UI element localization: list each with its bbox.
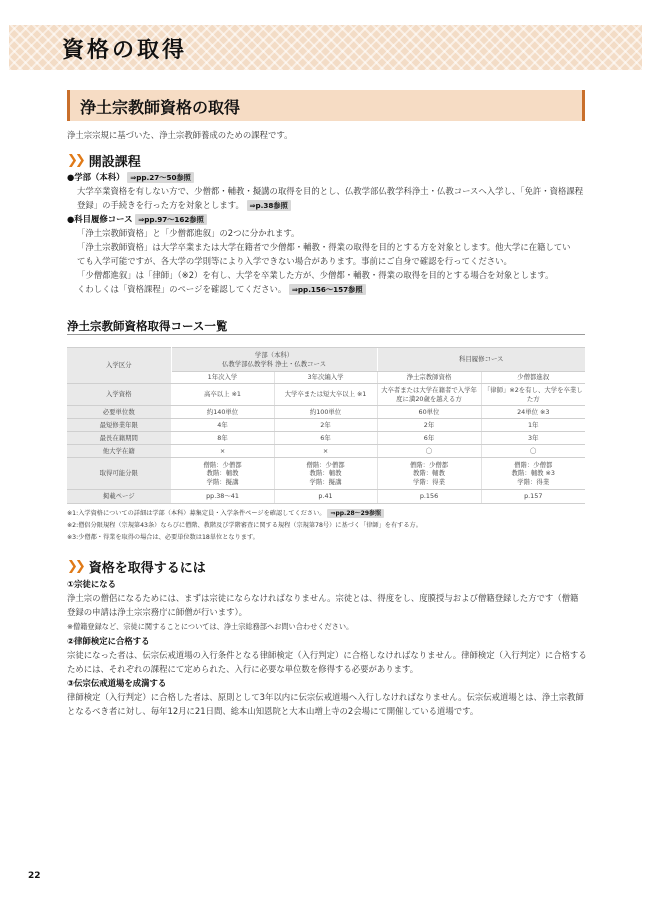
kamoku-item	[67, 212, 207, 226]
step1-line: 浄土宗の僧侶になるためには、まずは宗徒にならなければなりません。宗徒とは、得度をし、度膜授与および僧籍登録した方です（僧籍	[67, 593, 579, 603]
table-cell: 〇	[377, 445, 481, 458]
table-cell: 僧階：少僧都 教階：輔教 ※3 学階：得業	[481, 458, 585, 490]
table-row	[67, 445, 585, 458]
course-table-title: 浄土宗教師資格取得コース一覧	[67, 319, 228, 333]
step1-note: ※僧籍登録など、宗徒に関することについては、浄土宗総務部へお問い合わせください。	[67, 622, 354, 631]
table-cell: 僧階：少僧都 教階：輔教 学階：得業	[377, 458, 481, 490]
course-table	[67, 347, 585, 504]
table-row-label: 最短修業年限	[67, 419, 171, 432]
gakubu-desc-ref: ⇒p.38参照	[247, 200, 291, 211]
section-title: 浄土宗教師資格の取得	[80, 98, 241, 117]
table-header-cell: 入学区分	[67, 348, 171, 384]
step1-line: 登録の申請は浄土宗宗務庁に師僧が行います）。	[67, 607, 248, 617]
kamoku-ref: ⇒pp.97〜162参照	[135, 214, 207, 225]
gakubu-header-line2: 仏教学部仏教学科 浄土・仏教コース	[222, 359, 326, 368]
step2-line: ためには、それぞれの課程にて定められた、入行に必要な単位数を修得する必要があります。	[67, 664, 419, 674]
kamoku-line: 「浄土宗教師資格」は大学卒業または大学在籍者で少僧都・輔教・得業の取得を目的とする方を対象とします。他大学に在籍してい	[77, 242, 571, 252]
table-row	[67, 406, 585, 419]
qualify-heading	[67, 557, 206, 576]
table-note-1-text: ※1:入学資格についての詳細は学部（本科）募集定員・入学条件ページを確認してください。	[67, 510, 326, 517]
table-row	[67, 384, 585, 406]
table-cell: ×	[274, 445, 377, 458]
step2-title: ②律師検定に合格する	[67, 636, 150, 646]
table-cell: p.41	[274, 490, 377, 504]
table-cell: pp.38〜41	[171, 490, 274, 504]
gakubu-desc-line2-text: 登録」の手続きを行った方を対象とします。	[77, 200, 244, 210]
kamoku-last-line-text: くわしくは「資格課程」のページを確認してください。	[77, 284, 287, 294]
gakubu-ref: ⇒pp.27〜50参照	[127, 172, 194, 183]
table-cell: 8年	[171, 432, 274, 445]
table-cell: 高卒以上 ※1	[171, 384, 274, 406]
kamoku-last-line	[77, 282, 366, 296]
gakubu-header-line1: 学部（本科）	[254, 351, 294, 359]
step2-line: 宗徒になった者は、伝宗伝戒道場の入行条件となる律師検定（入行判定）に合格しなければなりません。律師検定（入行判定）に合格する	[67, 650, 587, 660]
table-cell: 僧階：少僧都 教階：輔教 学階：擬講	[171, 458, 274, 490]
step3-title: ③伝宗伝戒道場を成満する	[67, 678, 167, 688]
gakubu-label: ●学部（本科）	[67, 172, 125, 182]
table-cell: 大卒者または大学在籍者で入学年度に満20歳を越える方	[377, 384, 481, 406]
table-row	[67, 490, 585, 504]
double-chevron-icon: ❯❯	[67, 559, 83, 574]
table-note-3: ※3:少僧都・得業を取得の場合は、必要単位数は18単位となります。	[67, 534, 259, 541]
table-subheader-cell: 3年次編入学	[274, 372, 377, 384]
kamoku-last-ref: ⇒pp.156〜157参照	[289, 284, 366, 295]
table-subheader-cell: 1年次入学	[171, 372, 274, 384]
table-row-label: 他大学在籍	[67, 445, 171, 458]
table-subheader-cell: 少僧都進叙	[481, 372, 585, 384]
table-cell: 「律師」※2を有し、大学を卒業した方	[481, 384, 585, 406]
table-note-2: ※2:僧侶分限規程（宗規第43条）ならびに僧階、教階及び学階審査に関する規程（宗規第78号）に基づく「律師」を有する方。	[67, 522, 422, 529]
page-number: 22	[28, 871, 41, 881]
table-cell: p.156	[377, 490, 481, 504]
table-row-label: 取得可能分限	[67, 458, 171, 490]
table-header-row	[67, 348, 585, 372]
page-title: 資格の取得	[62, 38, 188, 63]
table-header-cell: 科目履修コース	[377, 348, 585, 372]
kamoku-line: ても入学可能ですが、各大学の学則等により入学できない場合があります。事前にご自身で確認を行ってください。	[77, 256, 512, 266]
table-row-label: 必要単位数	[67, 406, 171, 419]
table-cell: 1年	[481, 419, 585, 432]
table-header-cell	[171, 348, 377, 372]
step3-line: 律師検定（入行判定）に合格した者は、原則として3年以内に伝宗伝戒道場へ入行しなければなりません。伝宗伝戒道場とは、浄土宗教師	[67, 692, 584, 702]
table-cell: ×	[171, 445, 274, 458]
gakubu-desc-line2	[77, 198, 291, 212]
table-cell: 24単位 ※3	[481, 406, 585, 419]
table-cell: 4年	[171, 419, 274, 432]
table-row-label: 最長在籍期間	[67, 432, 171, 445]
kamoku-line: 「少僧都進叙」は「律師」（※2）を有し、大学を卒業した方が、少僧都・輔教・得業の取得を目的とする場合を対象とします。	[77, 270, 554, 280]
gakubu-desc-line1: 大学卒業資格を有しない方で、少僧都・輔教・擬講の取得を目的とし、仏教学部仏教学科浄土・仏教コースへ入学し、「免許・資格課程	[77, 186, 584, 196]
table-row-label: 入学資格	[67, 384, 171, 406]
table-cell: p.157	[481, 490, 585, 504]
section-intro: 浄土宗宗規に基づいた、浄土宗教師養成のための課程です。	[67, 130, 293, 140]
table-cell: 〇	[481, 445, 585, 458]
table-subheader-cell: 浄土宗教師資格	[377, 372, 481, 384]
table-cell: 大学卒または短大卒以上 ※1	[274, 384, 377, 406]
table-cell: 約140単位	[171, 406, 274, 419]
table-note-1-ref: ⇒pp.28〜29参照	[327, 509, 384, 518]
step3-line: となるべき者に対し、毎年12月に21日間、総本山知恩院と大本山増上寺の2会場にて開催している道場です。	[67, 706, 479, 716]
table-cell: 2年	[274, 419, 377, 432]
kamoku-line: 「浄土宗教師資格」と「少僧都進叙」の2つに分かれます。	[77, 228, 300, 238]
course-table-title-rule	[67, 334, 585, 335]
table-row-label: 掲載ページ	[67, 490, 171, 504]
table-row	[67, 419, 585, 432]
table-cell: 60単位	[377, 406, 481, 419]
step1-title: ①宗徒になる	[67, 579, 116, 589]
table-cell: 僧階：少僧都 教階：輔教 学階：擬講	[274, 458, 377, 490]
qualify-heading-text: 資格を取得するには	[88, 561, 206, 576]
table-cell: 3年	[481, 432, 585, 445]
table-cell: 2年	[377, 419, 481, 432]
table-cell: 約100単位	[274, 406, 377, 419]
table-note-1	[67, 509, 384, 519]
double-chevron-icon: ❯❯	[67, 153, 83, 168]
table-cell: 6年	[274, 432, 377, 445]
table-row	[67, 458, 585, 490]
courses-heading	[67, 151, 141, 170]
gakubu-item	[67, 170, 194, 184]
kamoku-label: ●科目履修コース	[67, 214, 133, 224]
courses-heading-text: 開設課程	[88, 155, 141, 170]
table-row	[67, 432, 585, 445]
table-cell: 6年	[377, 432, 481, 445]
